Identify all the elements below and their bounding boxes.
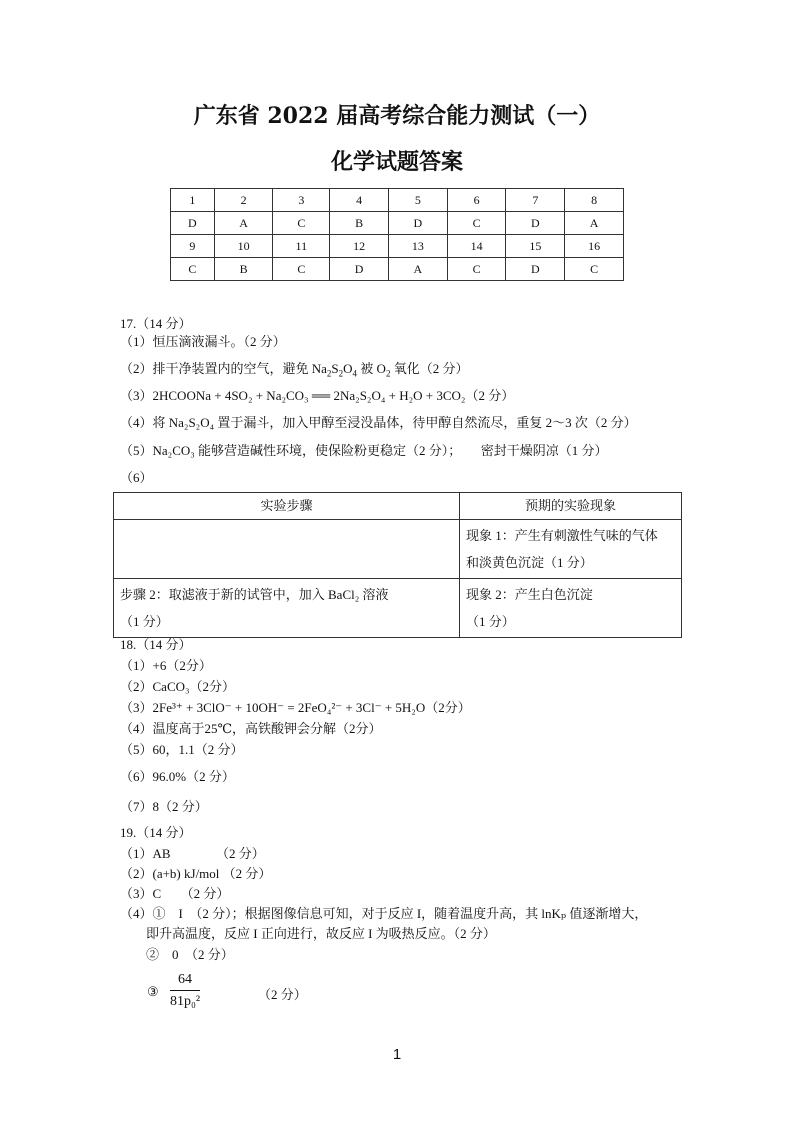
q19-line-7-score: （2 分） [258, 987, 307, 1002]
page-number: 1 [392, 1046, 402, 1063]
q18-line-3: （3）2Fe³⁺ + 3ClO⁻ + 10OH⁻ = 2FeO₄²⁻ + 3Cl⁻ + 5H₂O（2分） [120, 700, 471, 715]
q18-line-7: （7）8（2 分） [120, 799, 208, 814]
table-row [171, 258, 624, 281]
phenomenon-1-line-1: 现象 1：产生有刺激性气味的气体 [466, 528, 658, 543]
table-cell: 12 [330, 235, 389, 258]
q18-line-1: （1）+6（2分） [120, 658, 212, 673]
table-cell: 1 [171, 189, 215, 212]
experiment-col-phenomena: 预期的实验现象 [460, 493, 682, 520]
fraction-answer [170, 972, 200, 1010]
table-cell: 13 [388, 235, 447, 258]
table-cell: 6 [447, 189, 506, 212]
step-2-line-1: 步骤 2：取滤液于新的试管中，加入 BaCl₂ 溶液 [120, 587, 389, 602]
q17-line-2-part: S [331, 361, 339, 376]
table-row [114, 520, 682, 579]
document-subtitle: 化学试题答案 [330, 149, 463, 175]
phenomenon-2-line-2: （1 分） [466, 614, 515, 629]
table-cell: 7 [506, 189, 565, 212]
table-cell: 8 [565, 189, 624, 212]
q17-header: 17.（14 分） [120, 316, 192, 331]
table-cell: C [171, 258, 215, 281]
q17-line-2: （2）排干净装置内的空气，避免 $Na_2S_2O_4$ 被 $O_2$ 氧化（2 分） [120, 361, 469, 379]
table-cell: C [273, 212, 330, 235]
table-cell: A [388, 258, 447, 281]
experiment-col-steps: 实验步骤 [114, 493, 460, 520]
q17-line-1: （1）恒压滴液漏斗。（2 分） [120, 334, 286, 349]
table-cell: C [447, 258, 506, 281]
phenomenon-2-line-1: 现象 2：产生白色沉淀 [466, 587, 593, 602]
table-cell: D [388, 212, 447, 235]
table-cell: C [565, 258, 624, 281]
q18-line-6: （6）96.0%（2 分） [120, 769, 235, 784]
q18-line-5: （5）60，1.1（2 分） [120, 742, 244, 757]
table-cell: C [273, 258, 330, 281]
fraction-numerator: 64 [170, 972, 200, 991]
q19-line-5: 即升高温度，反应 I 正向进行，故反应 I 为吸热反应。（2 分） [120, 926, 496, 941]
q17-line-3: （3）2HCOONa + 4SO₂ + Na₂CO₃ ══ 2Na₂S₂O₄ + H₂O + 3CO₂（2 分） [120, 388, 515, 403]
table-cell: 10 [214, 235, 273, 258]
table-cell: A [565, 212, 624, 235]
table-row [171, 212, 624, 235]
experiment-phenomenon-1 [460, 520, 682, 579]
table-cell: 11 [273, 235, 330, 258]
q18-line-4: （4）温度高于25℃，高铁酸钾会分解（2分） [120, 721, 382, 736]
table-cell: 5 [388, 189, 447, 212]
table-cell: D [171, 212, 215, 235]
table-cell: D [506, 212, 565, 235]
experiment-phenomenon-2 [460, 579, 682, 638]
answer-table [170, 188, 624, 281]
table-cell: B [330, 212, 389, 235]
table-cell: 15 [506, 235, 565, 258]
q19-header: 19.（14 分） [120, 825, 192, 840]
step-2-line-2: （1 分） [120, 614, 169, 629]
table-row [114, 579, 682, 638]
q17-line-2-part: O [343, 361, 353, 376]
q19-line-6: ② 0 （2 分） [120, 947, 234, 962]
q19-line-2: （2）(a+b) kJ/mol （2 分） [120, 866, 272, 881]
document-title: 广东省 2022 届高考综合能力测试（一） [193, 103, 601, 129]
q17-line-5: （5）Na₂CO₃ 能够营造碱性环境，使保险粉更稳定（2 分）； 密封干燥阴凉（1 分） [120, 443, 608, 458]
fraction-denominator: 81p₀² [170, 994, 201, 1009]
q19-line-4: （4）① I （2 分）；根据图像信息可知，对于反应 I，随着温度升高，其 lnKₚ 值逐渐增大， [120, 906, 648, 921]
q19-line-7-marker: ③ [147, 984, 159, 999]
table-row [171, 189, 624, 212]
table-cell: D [330, 258, 389, 281]
table-row [171, 235, 624, 258]
table-cell: 16 [565, 235, 624, 258]
q17-line-2-part: 被 O [357, 361, 386, 376]
experiment-table [113, 492, 682, 638]
q18-header: 18.（14 分） [120, 637, 192, 652]
table-cell: 2 [214, 189, 273, 212]
q19-line-3: （3）C （2 分） [120, 886, 230, 901]
q17-line-2-part: （2）排干净装置内的空气，避免 Na [120, 361, 327, 376]
phenomenon-1-line-2: 和淡黄色沉淀（1 分） [466, 555, 593, 570]
q17-line-4: （4）将 Na₂S₂O₄ 置于漏斗，加入甲醇至浸没晶体，待甲醇自然流尽，重复 2～3 次（2 分） [120, 415, 637, 430]
q18-line-2: （2）CaCO₃（2分） [120, 679, 236, 694]
q19-line-1: （1）AB （2 分） [120, 846, 265, 861]
table-row [114, 493, 682, 520]
experiment-step-1 [114, 520, 460, 579]
table-cell: 9 [171, 235, 215, 258]
q17-line-6: （6） [120, 470, 153, 485]
table-cell: A [214, 212, 273, 235]
table-cell: 4 [330, 189, 389, 212]
table-cell: C [447, 212, 506, 235]
experiment-step-2 [114, 579, 460, 638]
q17-line-2-part: 氧化（2 分） [390, 361, 469, 376]
table-cell: 3 [273, 189, 330, 212]
table-cell: B [214, 258, 273, 281]
table-cell: D [506, 258, 565, 281]
table-cell: 14 [447, 235, 506, 258]
